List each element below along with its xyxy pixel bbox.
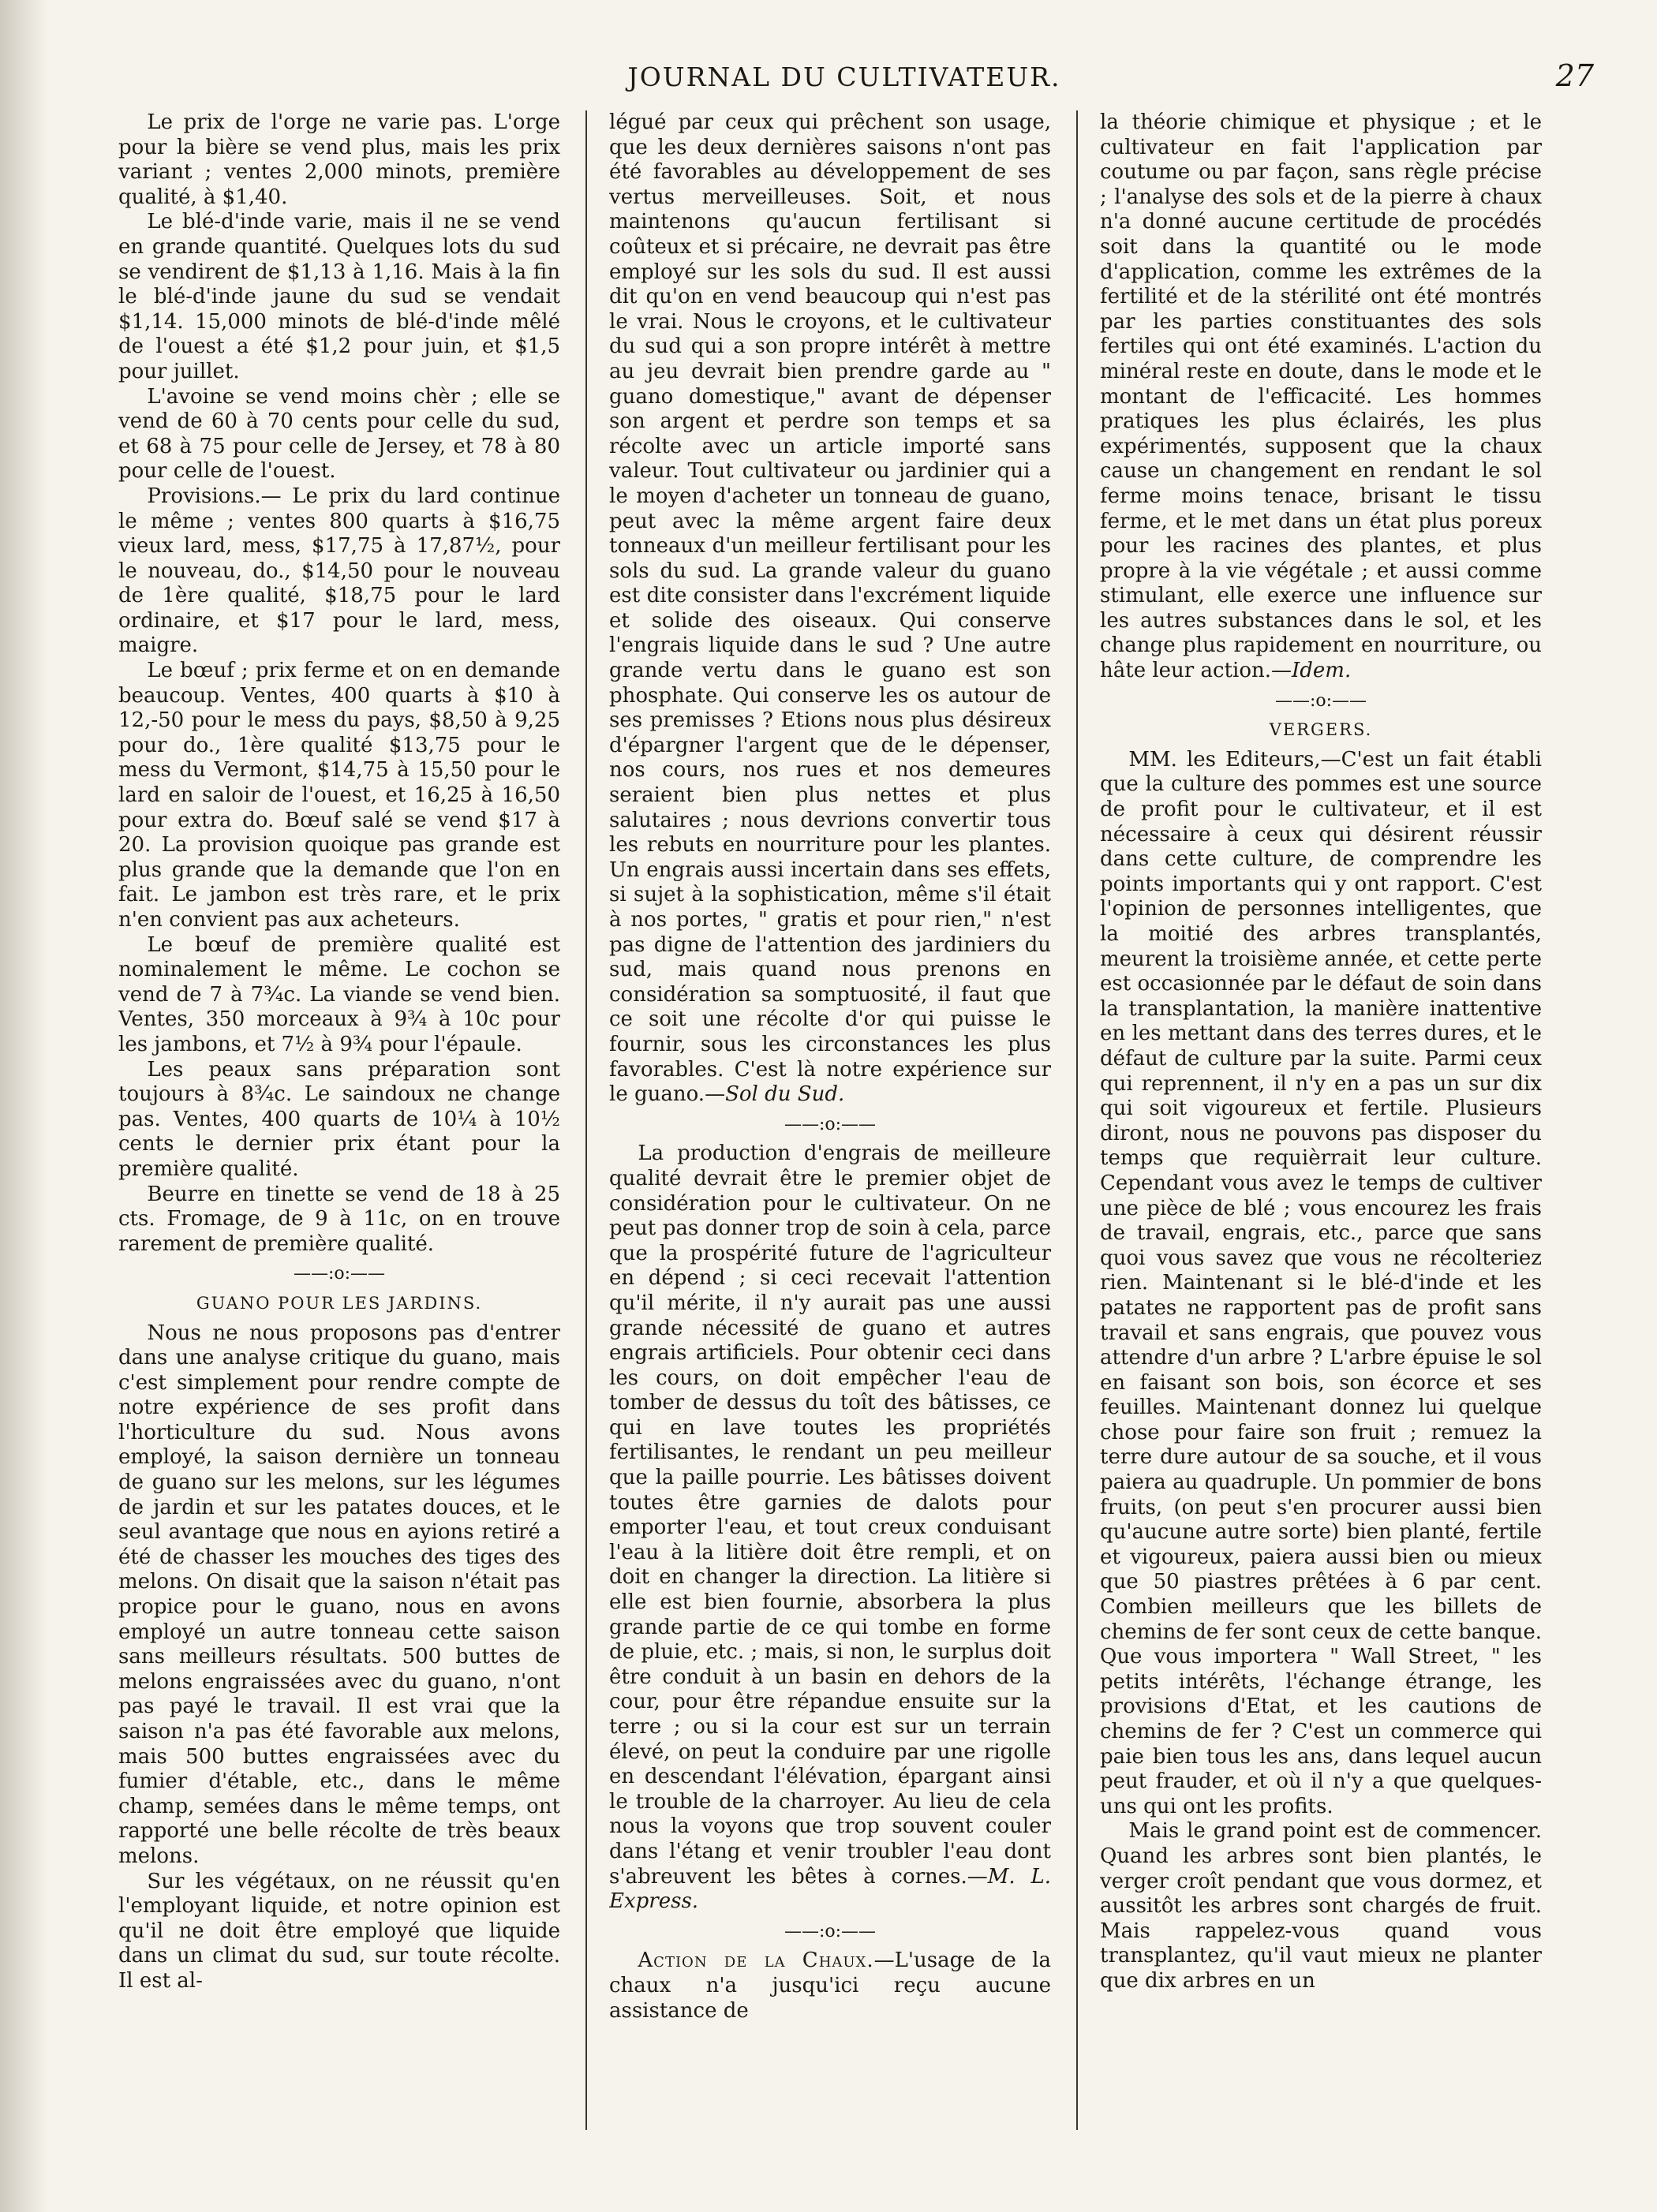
paragraph: Les peaux sans préparation sont toujours à 8¾c. Le saindoux ne change pas. Ventes, 400 quarts de 10¼ à 10½ cents le dernier prix étant pour la première qualité. [118, 1057, 560, 1181]
paragraph [609, 1949, 1051, 2023]
paragraph-text: —L'usage de la chaux n'a jusqu'ici reçu aucune assistance de [609, 1949, 1051, 2023]
section-divider: ——:o:—— [784, 1114, 877, 1134]
paragraph: Nous ne nous proposons pas d'entrer dans une analyse critique du guano, mais c'est simplement pour rendre compte de notre expérience de ses profit dans l'horticulture du sud. Nous avons employé, la saison dernière un tonneau de guano sur les melons, sur les légumes de jardin et sur les patates douces, et le seul avantage que nous en ayions retiré a été de chasser les mouches des tiges des melons. On disait que la saison n'était pas propice pour le guano, nous en avons employé un autre tonneau cette saison sans meilleurs résultats. 500 buttes de melons engraissées avec du guano, n'ont pas payé le travail. Il est vrai que la saison n'a pas été favorable aux melons, mais 500 buttes engraissées avec du fumier d'étable, etc., dans le même champ, semées dans le même temps, ont rapporté une belle récolte de très beaux melons. [118, 1321, 560, 1868]
paragraph: Le prix de l'orge ne varie pas. L'orge pour la bière se vend plus, mais les prix variant ; ventes 2,000 minots, première qualité, à $1,40. [118, 110, 560, 209]
paragraph: MM. les Editeurs,—C'est un fait établi que la culture des pommes est une source de profit pour le cultivateur, et il est nécessaire à ceux qui désirent réussir dans cette culture, de comprendre les points importants qui y ont rapport. C'est l'opinion de personnes intelligentes, que la moitié des arbres transplantés, meurent la troisième année, et cette perte est occasionnée par le défaut de soin dans la transplantation, la manière inattentive en les mettant dans des terres dures, et le défaut de culture par la suite. Parmi ceux qui reprennent, il n'y en a pas un sur dix qui soit vigoureux et fertile. Plusieurs diront, nous ne pouvons pas disposer du temps que requièrrait leur culture. Cependant vous avez le temps de cultiver une pièce de blé ; vous encourez les frais de travail, engrais, etc., parce que sans quoi vous savez que vous ne récolteriez rien. Maintenant si le blé-d'inde et les patates ne rapportent pas de profit sans travail et sans engrais, que pouvez vous attendre d'un arbre ? L'arbre épuise le sol en faisant son bois, son écorce et ses feuilles. Maintenant donnez lui quelque chose pour faire son fruit ; remuez la terre dure autour de sa souche, et il vous paiera au quadruple. Un pommier de bons fruits, (on peut s'en procurer aussi bien qu'aucune autre sorte) bien planté, fertile et vigoureux, paiera aussi bien ou mieux que 50 piastres prêtées à 6 par cent. Combien meilleurs que les billets de chemins de fer sont ceux de cette banque. Que vous importera " Wall Street, " les petits intérêts, l'échange étrange, les provisions d'Etat, et les cautions de chemins de fer ? C'est un commerce qui paie bien tous les ans, dans lequel aucun peut frauder, et où il n'y a que quelques-uns qui ont les profits. [1100, 747, 1542, 1818]
source-citation: Idem. [1291, 659, 1352, 683]
paragraph [609, 110, 1051, 1108]
paragraph: L'avoine se vend moins chèr ; elle se vend de 60 à 70 cents pour celle du sud, et 68 à 75 pour celle de Jersey, et 78 à 80 pour celle de l'ouest. [118, 384, 560, 484]
page-binding-edge [0, 0, 47, 2212]
paragraph [609, 1141, 1051, 1914]
paragraph-text: légué par ceux qui prêchent son usage, que les deux dernières saisons n'ont pas été favorables au développement de ses vertus merveilleuses. Soit, et nous maintenons qu'aucun fertilisant si coûteux et si précaire, ne devrait pas être employé sur les sols du sud. Il est aussi dit qu'on en vend beaucoup qui n'est pas le vrai. Nous le croyons, et le cultivateur du sud qui a son propre intérêt à mettre au jeu devrait bien prendre garde au " guano domestique," avant de dépenser son argent et perdre son temps et sa récolte avec un article importé sans valeur. Tout cultivateur ou jardinier qui a le moyen d'acheter un tonneau de guano, peut avec la même argent faire deux tonneaux d'un meilleur fertilisant pour les sols du sud. La grande valeur du guano est dite consister dans l'excrément liquide et solide des oiseaux. Qui conserve l'engrais liquide dans le sud ? Une autre grande vertu dans le guano est son phosphate. Qui conserve les os autour de ses premisses ? Etions nous plus désireux d'épargner l'argent que de le dépenser, nos cours, nos rues et nos demeures seraient bien plus nettes et plus salutaires ; nous devrions convertir tous les rebuts en nourriture pour les plantes. Un engrais aussi incertain dans ses effets, si sujet à la sophistication, même s'il était à nos portes, " gratis et pour rien," n'est pas digne de l'attention des jardiniers du sud, mais quand nous prenons en considération sa somptuosité, il faut que ce soit une récolte d'or qui puisse le fournir, sous les circonstances les plus favorables. C'est là notre expérience sur le guano.— [609, 110, 1051, 1107]
paragraph: Mais le grand point est de commencer. Quand les arbres sont bien plantés, le verger croît pendant que vous dormez, et aussitôt les arbres sont chargés de fruit. Mais rappelez-vous quand vous transplantez, qu'il vaut mieux ne planter que dix arbres en un [1100, 1819, 1542, 1993]
paragraph [1100, 110, 1542, 684]
column-1 [118, 110, 560, 2130]
column-2 [609, 110, 1051, 2130]
page-number: 27 [1555, 58, 1594, 93]
section-divider: ——:o:—— [1274, 690, 1367, 711]
source-citation: Sol du Sud. [725, 1082, 845, 1107]
inline-heading: Action de la Chaux. [638, 1949, 874, 1973]
section-divider: ——:o:—— [784, 1921, 877, 1941]
paragraph: Le bœuf ; prix ferme et on en demande beaucoup. Ventes, 400 quarts à $10 à 12,-50 pour le mess du pays, $8,50 à 9,25 pour do., 1ère qualité $13,75 pour le mess du Vermont, $14,75 à 15,50 pour le lard en saloir de l'ouest, et 16,25 à 16,50 pour extra do. Bœuf salé se vend $17 à 20. La provision quoique pas grande est plus grande que la demande que l'on en fait. Le jambon est très rare, et le prix n'en convient pas aux acheteurs. [118, 659, 560, 932]
paragraph-text: La production d'engrais de meilleure qualité devrait être le premier objet de considération pour le cultivateur. On ne peut pas donner trop de soin à cela, parce que la prospérité future de l'agriculteur en dépend ; si ceci recevait l'attention qu'il mérite, il n'y aurait pas une aussi grande nécessité de guano et autres engrais artificiels. Pour obtenir ceci dans les cours, on doit empêcher l'eau de tomber de dessus du toît des bâtisses, ce qui en lave toutes les propriétés fertilisantes, le rendant un peu meilleur que la paille pourrie. Les bâtisses doivent toutes être garnies de dalots pour emporter l'eau, et tout creux conduisant l'eau à la litière doit être rempli, et on doit en changer la direction. La litière si elle est bien fournie, absorbera la plus grande partie de ce qui tombe en forme de pluie, etc. ; mais, si non, le surplus doit être conduit à un basin en dehors de la cour, pour être répandue ensuite sur la terre ; ou si la cour est sur un terrain élevé, on peut la conduire par une rigolle en descendant l'élévation, épargant ainsi le trouble de la charroyer. Au lieu de cela nous la voyons que trop souvent couler dans l'étang et venir troubler l'eau dont s'abreuvent les bêtes à cornes.— [609, 1141, 1051, 1889]
section-divider: ——:o:—— [293, 1264, 386, 1284]
paragraph: Le bœuf de première qualité est nominalement le même. Le cochon se vend de 7 à 7¾c. La viande se vend bien. Ventes, 350 morceaux à 9¾ à 10c pour les jambons, et 7½ à 9¾ pour l'épaule. [118, 932, 560, 1056]
section-title-vergers: VERGERS. [1269, 720, 1373, 740]
source-citation: M. L. Express. [609, 1864, 1051, 1914]
paragraph: Le blé-d'inde varie, mais il ne se vend en grande quantité. Quelques lots du sud se vendirent de $1,13 à 1,16. Mais à la fin le blé-d'inde jaune du sud se vendait $1,14. 15,000 minots de blé-d'inde mêlé de l'ouest a été $1,2 pour juin, et $1,5 pour juillet. [118, 210, 560, 383]
paragraph-text: la théorie chimique et physique ; et le cultivateur en fait l'application par coutume ou par façon, sans règle précise ; l'analyse des sols et de la pierre à chaux n'a donné aucune certitude de procédés soit dans la quantité ou le mode d'application, comme les extrêmes de la fertilité et de la stérilité ont été montrés par les parties constituantes des sols fertiles qui ont été examinés. L'action du minéral reste en doute, dans le mode et le montant de l'efficacité. Les hommes pratiques les plus éclairés, les plus expérimentés, supposent que la chaux cause un changement en rendant le sol ferme moins tenace, brisant le tissu ferme, et le met dans un état plus poreux pour les racines des plantes, et plus propre à la vie végétale ; et aussi comme stimulant, elle exerce une influence sur les autres substances dans le sol, et les change plus rapidement en nourriture, ou hâte leur action.— [1100, 110, 1542, 683]
column-rule [585, 110, 587, 2130]
page-header [95, 55, 1594, 110]
running-title: JOURNAL DU CULTIVATEUR. [627, 62, 1061, 92]
section-title-guano: GUANO POUR LES JARDINS. [196, 1293, 483, 1313]
paragraph: Provisions.— Le prix du lard continue le même ; ventes 800 quarts à $16,75 vieux lard, mess, $17,75 à 17,87½, pour le nouveau, do., $14,50 pour le nouveau de 1ère qualité, $18,75 pour le lard ordinaire, et $17 pour le lard, mess, maigre. [118, 484, 560, 658]
column-3 [1100, 110, 1542, 2130]
column-rule [1076, 110, 1078, 2130]
paragraph: Beurre en tinette se vend de 18 à 25 cts. Fromage, de 9 à 11c, on en trouve rarement de première qualité. [118, 1182, 560, 1256]
paragraph: Sur les végétaux, on ne réussit qu'en l'employant liquide, et notre opinion est qu'il ne doit être employé que liquide dans un climat du sud, sur toute récolte. Il est al- [118, 1869, 560, 1993]
text-columns [118, 110, 1570, 2130]
